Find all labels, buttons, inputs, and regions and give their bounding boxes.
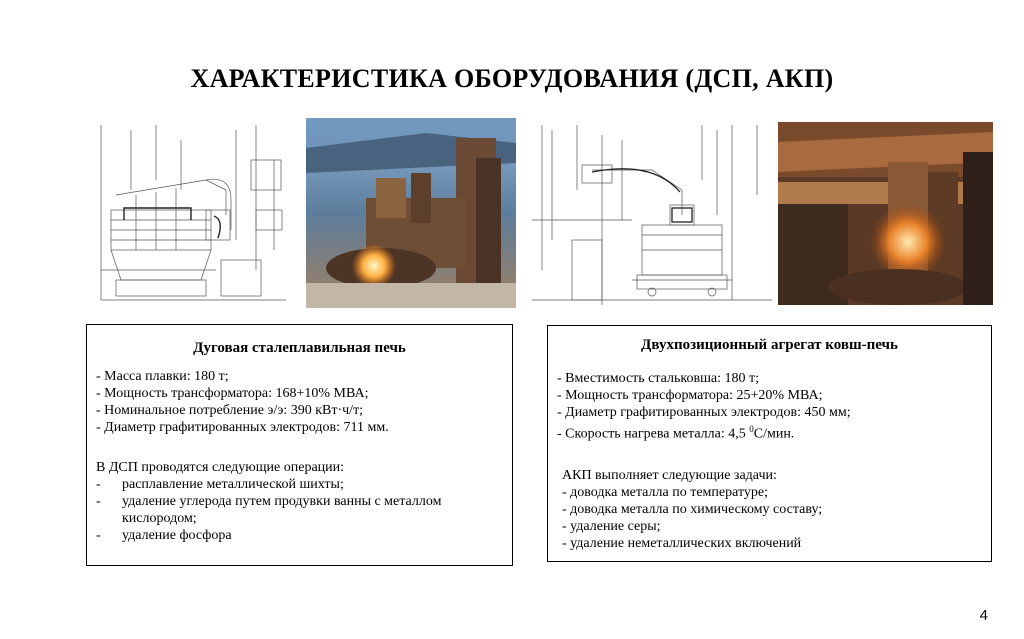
list-dash: -	[96, 494, 101, 509]
list-dash: -	[96, 528, 101, 543]
dsp-operation-text: удаление углерода путем продувки ванны с металлом кислородом;	[122, 494, 442, 526]
akp-speed-suffix: С/мин.	[753, 426, 795, 442]
akp-photo-image	[778, 122, 993, 305]
akp-tasks-list	[562, 484, 991, 552]
dsp-operation-item	[96, 493, 512, 527]
dsp-spec-item: - Номинальное потребление э/э: 390 кВт·ч/т;	[96, 403, 364, 418]
page-number: 4	[979, 607, 988, 624]
akp-spec-item: - Мощность трансформатора: 25+20% МВА;	[557, 388, 823, 403]
akp-task-item: - удаление неметаллических включений	[562, 535, 802, 551]
akp-spec-item	[557, 421, 991, 443]
akp-speed-prefix: - Скорость нагрева металла: 4,5	[557, 426, 750, 442]
akp-box-title: Двухпозиционный агрегат ковш-печь	[641, 337, 898, 353]
akp-drawing-image	[532, 120, 772, 308]
page-title: ХАРАКТЕРИСТИКА ОБОРУДОВАНИЯ (ДСП, АКП)	[190, 64, 834, 93]
dsp-specs-list	[96, 368, 512, 436]
dsp-photo-image	[306, 118, 516, 308]
dsp-operations-list	[96, 476, 512, 544]
dsp-info-box	[86, 324, 513, 566]
akp-task-item: - удаление серы;	[562, 518, 661, 534]
akp-specs-list	[557, 370, 991, 443]
akp-spec-item: - Диаметр графитированных электродов: 450 мм;	[557, 405, 851, 420]
dsp-operation-item	[96, 476, 512, 493]
dsp-operation-item	[96, 527, 512, 544]
dsp-box-title: Дуговая сталеплавильная печь	[193, 340, 406, 356]
akp-spec-item: - Вместимость стальковша: 180 т;	[557, 371, 759, 386]
dsp-operations-heading: В ДСП проводятся следующие операции:	[96, 460, 345, 475]
dsp-spec-item: - Мощность трансформатора: 168+10% МВА;	[96, 386, 369, 401]
akp-task-item: - доводка металла по химическому составу;	[562, 501, 823, 517]
list-dash: -	[96, 477, 101, 492]
akp-info-box	[547, 325, 992, 562]
dsp-operation-text: удаление фосфора	[122, 528, 232, 543]
dsp-operation-text: расплавление металлической шихты;	[122, 477, 344, 492]
dsp-spec-item: - Диаметр графитированных электродов: 711 мм.	[96, 420, 389, 435]
akp-task-item: - доводка металла по температуре;	[562, 484, 768, 500]
akp-speed-superscript: 0	[749, 424, 754, 434]
dsp-drawing-image	[96, 120, 292, 306]
akp-tasks-heading: АКП выполняет следующие задачи:	[562, 467, 777, 483]
dsp-spec-item: - Масса плавки: 180 т;	[96, 369, 229, 384]
